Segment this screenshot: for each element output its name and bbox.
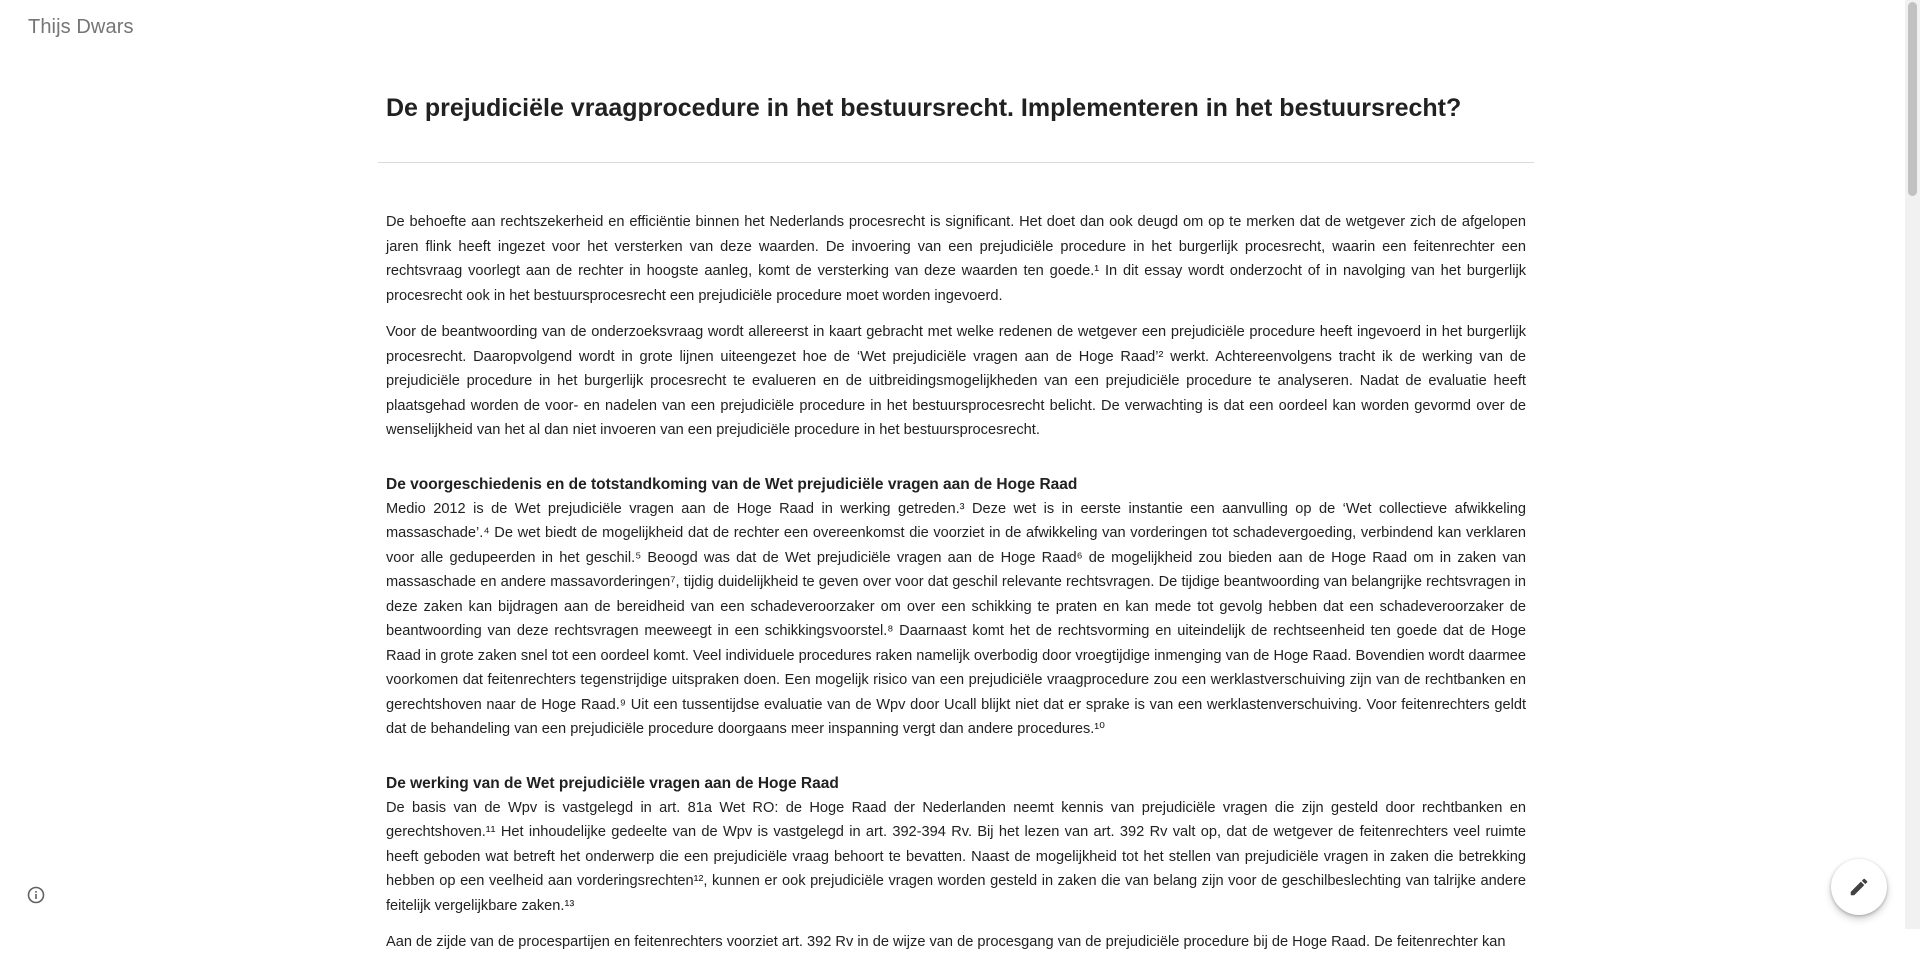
- intro-paragraph-2: Voor de beantwoording van de onderzoeksvraag wordt allereerst in kaart gebracht met welke redenen de wetgever een prejudiciële procedure heeft ingevoerd in het burgerlijk procesrecht. Daaropvolgend wordt in grote lijnen uiteengezet hoe de ‘Wet prejudiciële vragen aan de Hoge Raad’² werkt. Achtereenvolgens tracht ik de werking van de prejudiciële procedure in het burgerlijk procesrecht te evalueren en de uitbreidingsmogelijkheden van een prejudiciële procedure te analyseren. Nadat de evaluatie heeft plaatsgehad worden de voor- en nadelen van een prejudiciële procedure in het bestuursprocesrecht belicht. De verwachting is dat een oordeel kan worden gevormd over de wenselijkheid van het al dan niet invoeren van een prejudiciële procedure in het bestuursprocesrecht.: [386, 324, 1526, 438]
- section-1-paragraph-1: Medio 2012 is de Wet prejudiciële vragen aan de Hoge Raad in werking getreden.³ Deze wet is in eerste instantie een aanvulling op de ‘Wet collectieve afwikkeling massaschade’.⁴ De wet biedt de mogelijkheid dat de rechter een overeenkomst die voorziet in de afwikkeling van vorderingen tot schadevergoeding, verbindend kan verklaren voor alle gedupeerden in het geschil.⁵ Beoogd was dat de Wet prejudiciële vragen aan de Hoge Raad⁶ de mogelijkheid zou bieden aan de Hoge Raad om in zaken van massaschade en andere massavorderingen⁷, tijdig duidelijkheid te geven over voor dat geschil relevante rechtsvragen. De tijdige beantwoording van belangrijke rechtsvragen in deze zaken kan bijdragen aan de bereidheid van een schadeveroorzaker om over een schikking te praten en kan mede tot gevolg hebben dat een schadeveroorzaker de beantwoording van deze rechtsvragen meeweegt in een schikkingsvoorstel.⁸ Daarnaast komt het de rechtsvorming en uiteindelijk de rechtseenheid ten goede dat de Hoge Raad in grote zaken snel tot een oordeel komt. Veel individuele procedures raken namelijk overbodig door vroegtijdige inmenging van de Hoge Raad. Bovendien wordt daarmee voorkomen dat feitenrechters tegenstrijdige uitspraken doen. Een mogelijk risico van een prejudiciële vraagprocedure zou een werklastverschuiving zijn van de rechtbanken en gerechtshoven naar de Hoge Raad.⁹ Uit een tussentijdse evaluatie van de Wpv door Ucall blijkt niet dat er sprake is van een werklastenverschuiving. Voor feitenrechters geldt dat de behandeling van een prejudiciële procedure doorgaans meer inspanning vergt dan andere procedures.¹⁰: [386, 500, 1526, 737]
- info-icon-graphic: [27, 886, 45, 904]
- section-2-paragraph-1: De basis van de Wpv is vastgelegd in art. 81a Wet RO: de Hoge Raad der Nederlanden neemt kennis van prejudiciële vragen die zijn gesteld door rechtbanken en gerechtshoven.¹¹ Het inhoudelijke gedeelte van de Wpv is vastgelegd in art. 392-394 Rv. Bij het lezen van art. 392 Rv valt op, dat de wetgever de feitenrechters veel ruimte heeft geboden wat betreft het onderwerp die een prejudiciële vraag behoort te bevatten. Naast de mogelijkheid tot het stellen van prejudiciële vragen in zaken die betrekking hebben op een veelheid aan vorderingsrechten¹², kunnen er ook prejudiciële vragen worden gesteld in zaken die van belang zijn voor de geschilbeslechting van talrijke andere feitelijk vergelijkbare zaken.¹³: [386, 799, 1526, 914]
- section-2-paragraph-2: Aan de zijde van de procespartijen en feitenrechters voorziet art. 392 Rv in de wijze van de procesgang van de prejudiciële procedure bij de Hoge Raad. De feitenrechter kan: [386, 934, 1506, 950]
- page-title: De prejudiciële vraagprocedure in het bestuursrecht. Implementeren in het bestuursrecht?: [386, 94, 1462, 122]
- vertical-scrollbar[interactable]: [1905, 0, 1920, 929]
- intro-paragraph-1: De behoefte aan rechtszekerheid en efficiëntie binnen het Nederlands procesrecht is significant. Het doet dan ook deugd om op te merken dat de wetgever zich de afgelopen jaren flink heeft ingezet voor het versterken van deze waarden. De invoering van een prejudiciële procedure in het burgerlijk procesrecht, waarin een feitenrechter een rechtsvraag voorlegt aan de rechter in hoogste aanleg, komt de versterking van deze waarden ten goede.¹ In dit essay wordt onderzocht of in navolging van het burgerlijk procesrecht ook in het bestuursprocesrecht een prejudiciële procedure moet worden ingevoerd.: [386, 214, 1526, 304]
- article-body: [378, 163, 1534, 955]
- site-title-link[interactable]: Thijs Dwars: [28, 16, 134, 38]
- edit-button[interactable]: [1831, 859, 1887, 915]
- section-heading-werking: De werking van de Wet prejudiciële vragen aan de Hoge Raad: [386, 774, 839, 792]
- section-heading-voorgeschiedenis: De voorgeschiedenis en de totstandkoming van de Wet prejudiciële vragen aan de Hoge Raad: [386, 475, 1078, 493]
- pencil-icon: [1848, 876, 1870, 898]
- info-icon[interactable]: [27, 886, 45, 904]
- page-content: [378, 0, 1534, 967]
- scrollbar-thumb[interactable]: [1908, 2, 1917, 196]
